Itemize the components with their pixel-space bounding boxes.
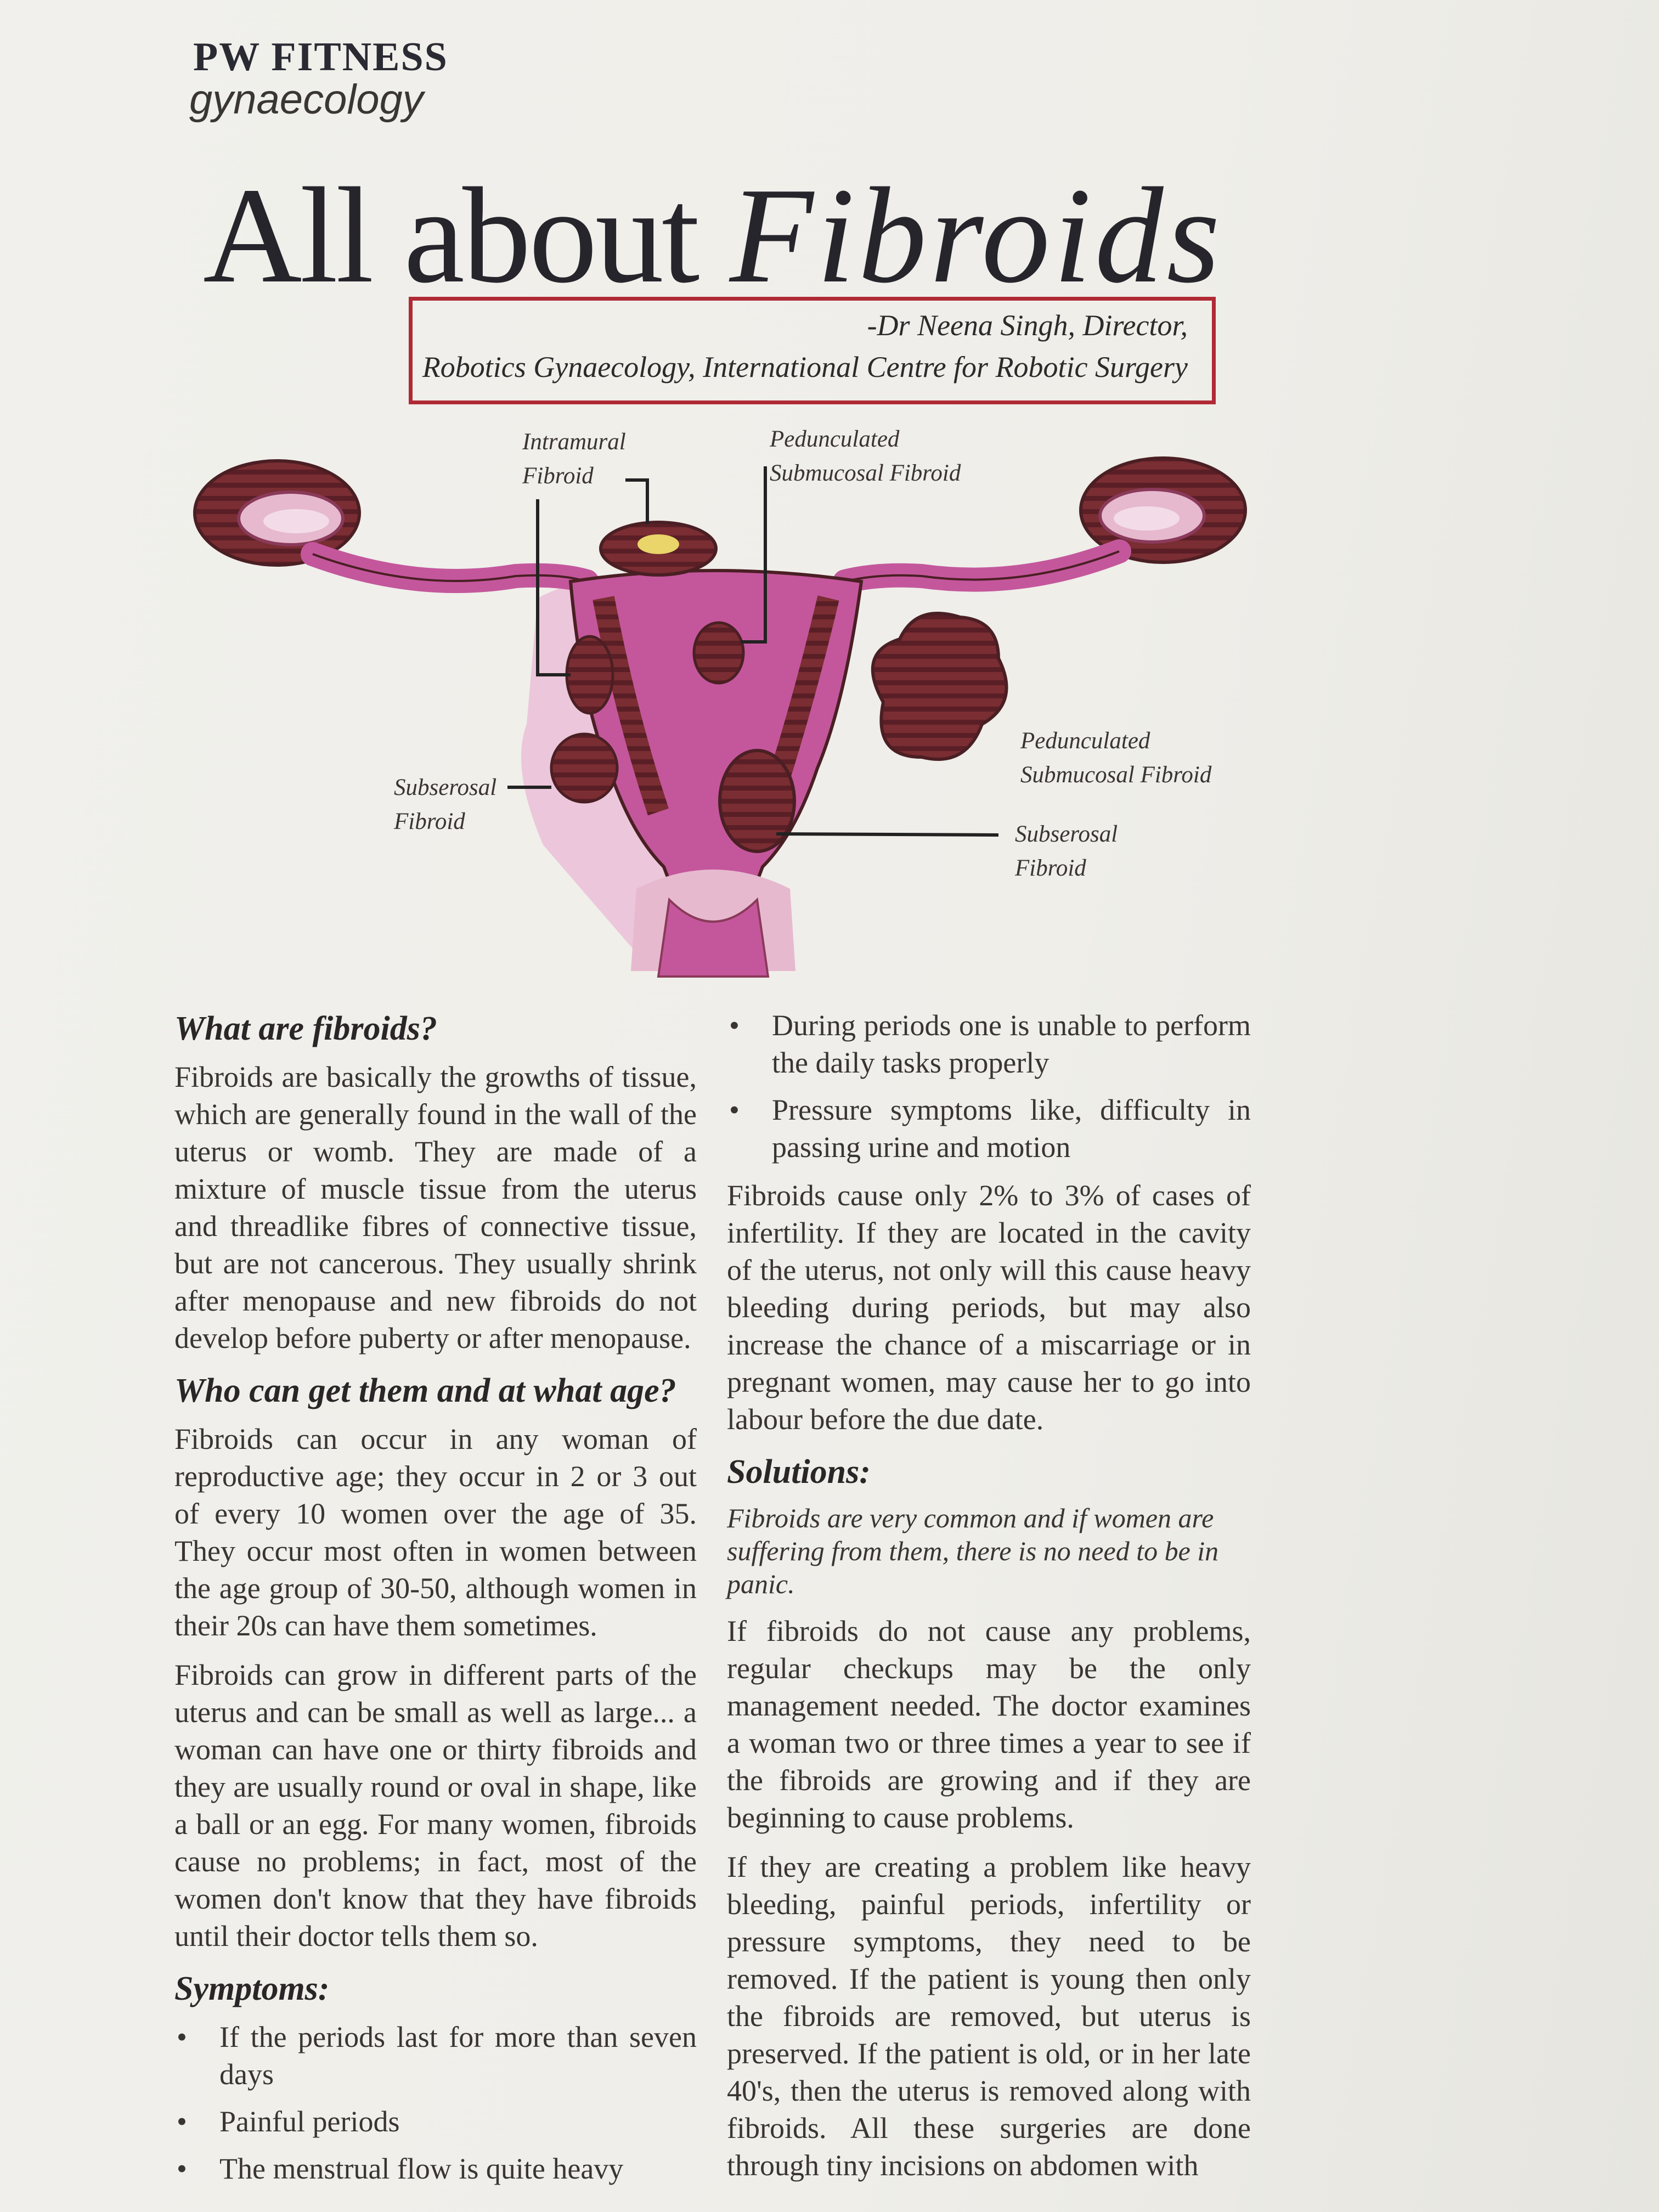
symptom-item: • During periods one is unable to perform the daily tasks properly: [727, 1007, 1251, 1081]
byline-box: [409, 297, 1216, 404]
article-left-column: [174, 1007, 697, 2198]
right-pedunculated-fibroid: [873, 613, 1007, 759]
heading-what-are-fibroids: What are fibroids?: [174, 1010, 437, 1047]
inner-subserosal-fibroid: [720, 751, 794, 851]
symptoms-list-continued: [727, 1007, 1251, 1166]
symptoms-list: [174, 2018, 697, 2187]
symptom-item: • If the periods last for more than seven days: [174, 2018, 697, 2093]
label-top-pedunculated: Pedunculated Submucosal Fibroid: [770, 426, 961, 486]
right-fallopian-tube: [845, 551, 1119, 582]
right-ovary-core: [1114, 506, 1180, 531]
right-subserosal-leader: [776, 834, 998, 835]
label-intramural: Intramural Fibroid: [522, 429, 626, 489]
paragraph-who-age: Fibroids can occur in any woman of reproductive age; they occur in 2 or 3 out of every 10 women over the age of 35. They occur most often in women between the age group of 30-50, although women in their 20s can have them sometimes.: [174, 1423, 697, 1642]
article-title: [203, 160, 1223, 312]
intramural-fibroid: [567, 636, 613, 713]
byline-affiliation: Robotics Gynaecology, International Centre for Robotic Surgery: [422, 351, 1188, 383]
uterus-illustration: [187, 417, 1251, 998]
symptom-item: • The menstrual flow is quite heavy: [174, 2150, 697, 2187]
paragraph-solutions-checkups: If fibroids do not cause any problems, regular checkups may be the only management needed. The doctor examines a woman two or three times a year to see if the fibroids are growing and if they are beginning to cause problems.: [727, 1615, 1251, 1834]
paragraph-what-are-fibroids: Fibroids are basically the growths of tissue, which are generally found in the wall of the uterus or womb. They are made of a mixture of muscle tissue from the uterus and threadlike fibres of connective tissue, but are not cancerous. They usually shrink after menopause and new fibroids do not develop before puberty or after menopause.: [174, 1060, 697, 1355]
left-ovary-core: [263, 509, 329, 533]
label-right-subserosal: Subserosal Fibroid: [1015, 821, 1118, 881]
article-right-column: [727, 1007, 1251, 2196]
title-part-regular: All about: [203, 160, 698, 312]
solutions-lead: Fibroids are very common and if women are suffering from them, there is no need to be in panic.: [727, 1503, 1219, 1599]
heading-symptoms: Symptoms:: [174, 1970, 330, 2007]
section-label: gynaecology: [189, 76, 424, 123]
heading-solutions: Solutions:: [727, 1453, 871, 1491]
paragraph-solutions-surgery: If they are creating a problem like heavy bleeding, painful periods, infertility or pressure symptoms, they need to be removed. If the patient is young then only the fibroids are removed, but uterus is preserved. If the patient is old, or in her late 40's, then the uterus is removed along with fibroids. All these surgeries are done through tiny incisions on abdomen with: [727, 1850, 1251, 2182]
heading-who-can-get-them: Who can get them and at what age?: [174, 1372, 676, 1409]
top-fibroid-leader: [625, 480, 647, 524]
label-left-subserosal: Subserosal Fibroid: [394, 775, 497, 834]
submucosal-fibroid: [694, 623, 743, 683]
uterus-diagram: [187, 417, 1251, 998]
symptom-item: • Painful periods: [174, 2103, 697, 2140]
byline-author: -Dr Neena Singh, Director,: [867, 309, 1188, 342]
top-fibroid-core: [637, 534, 679, 554]
paragraph-infertility: Fibroids cause only 2% to 3% of cases of infertility. If they are located in the cavity of the uterus, not only will this cause heavy bleeding during periods, but may also increase the chance of a miscarriage or in pregnant women, may cause her to go into labour before the due date.: [727, 1179, 1251, 1436]
label-right-pedunculated: Pedunculated Submucosal Fibroid: [1020, 728, 1212, 788]
paragraph-who-growth: Fibroids can grow in different parts of the uterus and can be small as well as large... a woman can have one or thirty fibroids and they are usually round or oval in shape, like a ball or an egg. For many women, fibroids cause no problems; in fact, most of the women don't know that they have fibroids until their doctor tells them so.: [174, 1658, 697, 1953]
title-part-italic: Fibroids: [729, 160, 1223, 312]
symptom-item: • Pressure symptoms like, difficulty in passing urine and motion: [727, 1091, 1251, 1166]
magazine-brand: PW FITNESS: [193, 35, 448, 80]
left-subserosal-fibroid: [551, 734, 617, 802]
